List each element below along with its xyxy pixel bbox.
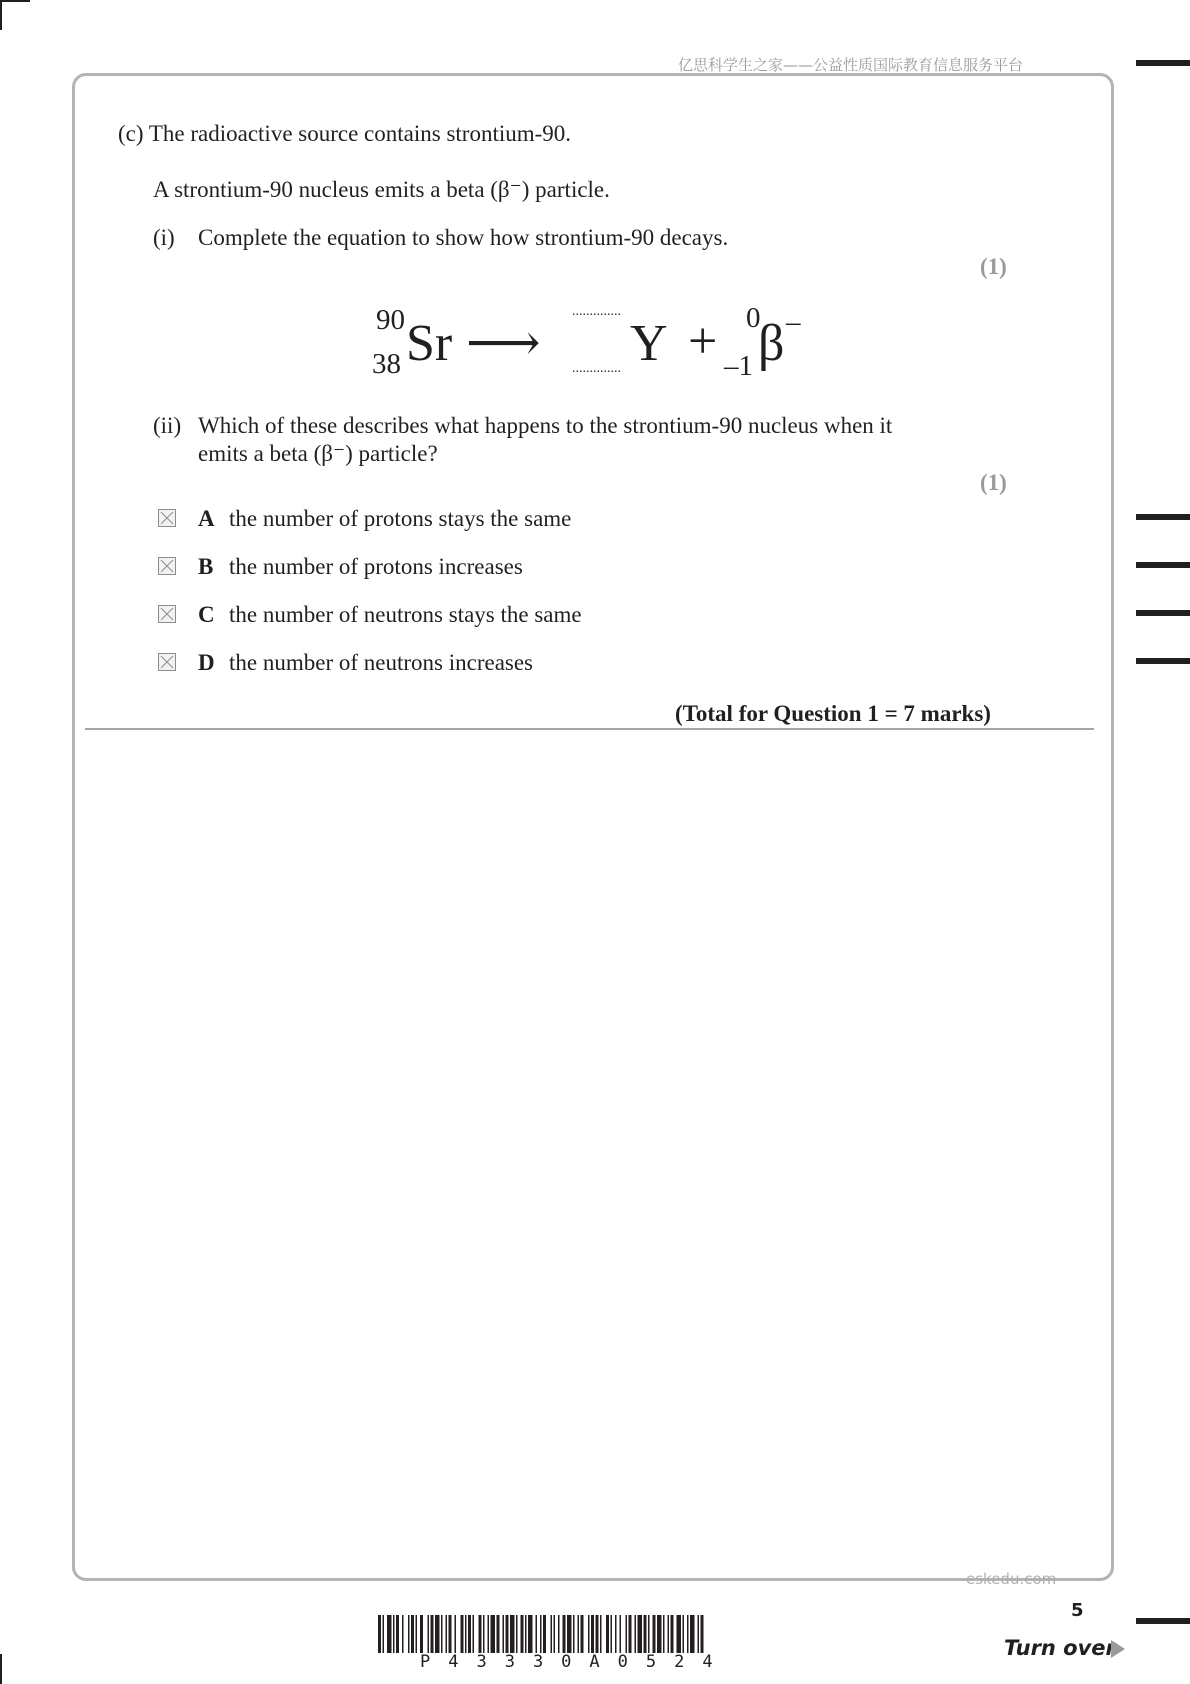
barcode-bar <box>479 1615 482 1653</box>
barcode-bar <box>428 1615 430 1653</box>
option-d-letter: D <box>198 650 215 675</box>
barcode-bar <box>663 1615 665 1653</box>
barcode-bar <box>503 1615 505 1653</box>
crop-mark <box>0 1654 2 1684</box>
turn-over-label: Turn over <box>1004 1636 1116 1660</box>
barcode-bar <box>483 1615 485 1653</box>
barcode-bar <box>596 1615 599 1653</box>
barcode-bar <box>668 1615 670 1653</box>
barcode-bar <box>473 1615 475 1653</box>
barcode-bar <box>687 1615 689 1653</box>
sr-atomic-number: 38 <box>372 348 401 380</box>
barcode-bar <box>648 1615 650 1653</box>
y-symbol: Y <box>630 315 668 372</box>
barcode-bar <box>488 1615 490 1653</box>
barcode-bar <box>416 1615 418 1653</box>
barcode-bar <box>551 1615 553 1653</box>
barcode-bar <box>441 1615 443 1653</box>
barcode-bar <box>461 1615 464 1653</box>
option-c-checkbox[interactable] <box>158 605 176 623</box>
barcode-bar <box>510 1615 515 1653</box>
barcode-bar <box>393 1615 395 1653</box>
margin-mark <box>1136 60 1190 66</box>
barcode-bar <box>701 1615 704 1653</box>
barcode-bar <box>563 1615 566 1653</box>
barcode-bar <box>635 1615 637 1653</box>
barcode-bar <box>620 1615 622 1653</box>
header-site-text: 亿思科学生之家——公益性质国际教育信息服务平台 <box>678 56 1024 74</box>
barcode-bar <box>600 1615 602 1653</box>
barcode-digits: P43330A0524 <box>420 1652 731 1672</box>
cross-icon <box>159 558 175 574</box>
part-ii-number: (ii) <box>153 413 182 438</box>
y-mass-blank[interactable]: .............. <box>572 304 621 319</box>
barcode-bar <box>591 1615 594 1653</box>
crop-mark <box>0 0 2 30</box>
barcode-bar <box>516 1615 518 1653</box>
reaction-arrow: ⟶ <box>466 315 541 372</box>
barcode-bar <box>408 1615 410 1653</box>
option-d-text: the number of neutrons increases <box>229 650 534 675</box>
y-atomic-blank[interactable]: .............. <box>572 361 621 376</box>
part-c-text: (c) The radioactive source contains strontium-90. <box>118 121 572 146</box>
barcode-bar <box>525 1615 527 1653</box>
barcode-bar <box>411 1615 414 1653</box>
barcode-bar <box>653 1615 656 1653</box>
option-b-text: the number of protons increases <box>229 554 523 579</box>
barcode-bar <box>578 1615 580 1653</box>
margin-mark <box>1136 1618 1190 1624</box>
option-c-text: the number of neutrons stays the same <box>229 602 582 627</box>
barcode-bar <box>626 1615 628 1653</box>
margin-mark <box>1136 514 1190 520</box>
cross-icon <box>159 606 175 622</box>
barcode-bar <box>558 1615 560 1653</box>
option-c-letter: C <box>198 602 215 627</box>
barcode-bar <box>491 1615 496 1653</box>
barcode-bar <box>521 1615 524 1653</box>
barcode-bar <box>465 1615 467 1653</box>
barcode-bar <box>536 1615 538 1653</box>
barcode-bar <box>588 1615 590 1653</box>
section-divider <box>85 728 1094 730</box>
barcode-bar <box>455 1615 457 1653</box>
plus-sign: + <box>688 313 718 370</box>
barcode-bar <box>506 1615 509 1653</box>
crop-mark <box>0 0 30 2</box>
barcode-bar <box>378 1615 381 1653</box>
barcode-bar <box>497 1615 500 1653</box>
barcode-bar <box>402 1615 404 1653</box>
barcode-bar <box>446 1615 448 1653</box>
option-b-checkbox[interactable] <box>158 557 176 575</box>
beta-charge: – <box>786 306 801 338</box>
barcode-bar <box>435 1615 440 1653</box>
option-a-letter: A <box>198 506 215 531</box>
margin-mark <box>1136 610 1190 616</box>
sr-symbol: Sr <box>406 315 453 372</box>
beta-symbol: β <box>758 315 785 372</box>
part-ii-marks: (1) <box>980 470 1007 495</box>
barcode-bar <box>449 1615 452 1653</box>
barcode-bar <box>528 1615 533 1653</box>
part-i-number: (i) <box>153 225 175 250</box>
barcode-bar <box>638 1615 643 1653</box>
option-b-letter: B <box>198 554 214 579</box>
beta-atomic-number: –1 <box>724 350 753 382</box>
option-a-text: the number of protons stays the same <box>229 506 572 531</box>
barcode-bar <box>698 1615 700 1653</box>
page-frame <box>72 73 1114 1581</box>
barcode <box>378 1615 810 1653</box>
barcode-bar <box>387 1615 392 1653</box>
barcode-bar <box>420 1615 423 1653</box>
cross-icon <box>159 510 175 526</box>
barcode-bar <box>540 1615 542 1653</box>
barcode-bar <box>629 1615 632 1653</box>
margin-mark <box>1136 562 1190 568</box>
barcode-bar <box>683 1615 685 1653</box>
footer-url: eskedu.com <box>966 1570 1057 1588</box>
barcode-bar <box>606 1615 609 1653</box>
barcode-bar <box>677 1615 682 1653</box>
part-ii-text-line1: Which of these describes what happens to the strontium-90 nucleus when it <box>198 413 893 438</box>
barcode-bar <box>657 1615 662 1653</box>
turn-over-arrow-icon <box>1111 1640 1125 1658</box>
margin-mark <box>1136 658 1190 664</box>
barcode-bar <box>611 1615 613 1653</box>
barcode-bar <box>573 1615 575 1653</box>
option-d-checkbox[interactable] <box>158 653 176 671</box>
barcode-bar <box>554 1615 556 1653</box>
beta-mass-number: 0 <box>746 302 761 334</box>
part-i-marks: (1) <box>980 254 1007 279</box>
page-number: 5 <box>1071 1600 1084 1621</box>
barcode-bar <box>567 1615 572 1653</box>
part-i-text: Complete the equation to show how strontium-90 decays. <box>198 225 729 250</box>
barcode-bar <box>581 1615 584 1653</box>
cross-icon <box>159 654 175 670</box>
barcode-bar <box>468 1615 471 1653</box>
barcode-bar <box>615 1615 617 1653</box>
barcode-bar <box>671 1615 674 1653</box>
option-a-checkbox[interactable] <box>158 509 176 527</box>
sr-mass-number: 90 <box>376 304 405 336</box>
question-total: (Total for Question 1 = 7 marks) <box>675 701 991 726</box>
barcode-bar <box>644 1615 647 1653</box>
part-ii-text-line2: emits a beta (β⁻) particle? <box>198 441 438 466</box>
barcode-bar <box>690 1615 695 1653</box>
intro-text: A strontium-90 nucleus emits a beta (β⁻) particle. <box>153 177 610 202</box>
barcode-bar <box>383 1615 385 1653</box>
barcode-bar <box>396 1615 399 1653</box>
barcode-bar <box>543 1615 546 1653</box>
barcode-bar <box>431 1615 434 1653</box>
